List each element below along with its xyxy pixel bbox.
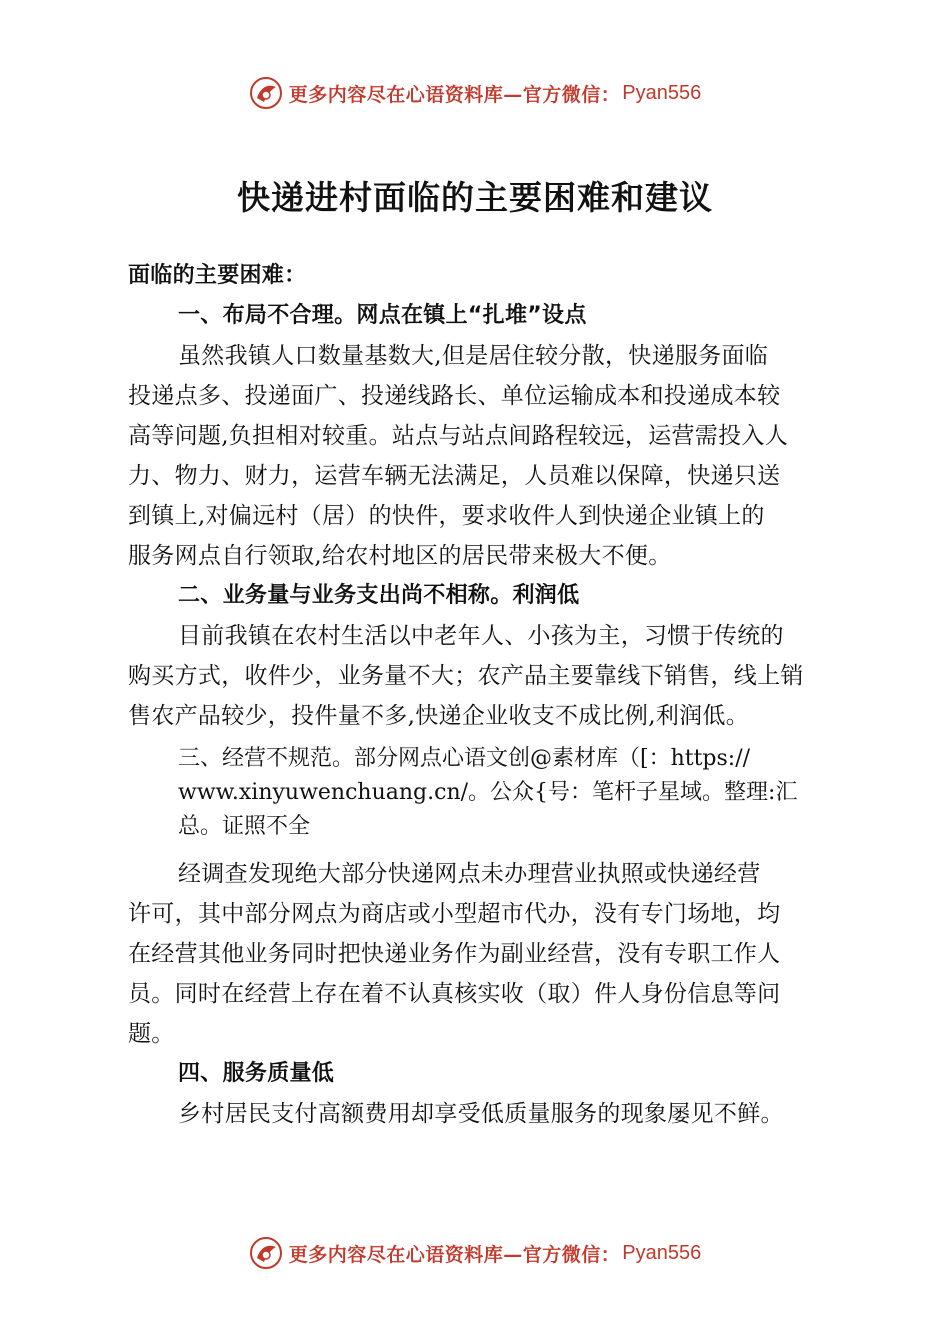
document-title: 快递进村面临的主要困难和建议 [237, 178, 713, 217]
section-label: 面临的主要困难： [128, 263, 307, 288]
paragraph-line: 员。同时在经营上存在着不认真核实收（取）件人身份信息等问 [128, 981, 781, 1007]
footer-watermark-banner [0, 1233, 950, 1273]
paragraph-2 [128, 616, 844, 736]
heading-3 [128, 742, 844, 844]
banner-text: 更多内容尽在心语资料库—官方微信： [288, 83, 621, 106]
heading-4: 四、服务质量低 [178, 1061, 335, 1086]
paragraph-line: 高等问题,负担相对较重。站点与站点间路程较远，运营需投入人 [128, 423, 789, 449]
paragraph-line: 购买方式，收件少，业务量不大；农产品主要靠线下销售，线上销 [128, 663, 804, 689]
heading-1: 一、布局不合理。网点在镇上“扎堆”设点 [178, 303, 587, 328]
paragraph-line: 经调查发现绝大部分快递网点未办理营业执照或快递经营 [178, 861, 761, 887]
paragraph-line: 到镇上,对偏远村（居）的快件，要求收件人到快递企业镇上的 [128, 503, 765, 529]
seal-logo-icon [249, 1236, 283, 1270]
heading-3-line: 三、经营不规范。部分网点心语文创@素材库（[：https:// [178, 746, 751, 771]
document-body [128, 256, 844, 1134]
paragraph-line: 服务网点自行领取,给农村地区的居民带来极大不便。 [128, 543, 672, 569]
heading-2: 二、业务量与业务支出尚不相称。利润低 [178, 583, 580, 608]
paragraph-line: 题。 [128, 1021, 175, 1047]
seal-logo-icon [249, 76, 283, 110]
paragraph-line: 投递点多、投递面广、投递线路长、单位运输成本和投递成本较 [128, 383, 781, 409]
paragraph-line: 在经营其他业务同时把快递业务作为副业经营，没有专职工作人 [128, 941, 781, 967]
paragraph-line: 力、物力、财力，运营车辆无法满足，人员难以保障，快递只送 [128, 463, 781, 489]
header-watermark-banner [0, 73, 950, 113]
paragraph-3 [128, 854, 844, 1054]
paragraph-line: 虽然我镇人口数量基数大,但是居住较分散，快递服务面临 [178, 343, 769, 369]
paragraph-line: 许可，其中部分网点为商店或小型超市代办，没有专门场地，均 [128, 901, 781, 927]
paragraph-4: 乡村居民支付高额费用却享受低质量服务的现象屡见不鲜。 [178, 1101, 784, 1127]
heading-3-line: www.xinyuwenchuang.cn/。公众{号：笔杆子星域。整理:汇 [178, 780, 798, 805]
heading-3-line: 总。证照不全 [178, 814, 311, 839]
paragraph-line: 目前我镇在农村生活以中老年人、小孩为主，习惯于传统的 [178, 623, 784, 649]
banner-wechat-id: Pyan556 [622, 81, 702, 104]
banner-text: 更多内容尽在心语资料库—官方微信： [288, 1243, 621, 1266]
paragraph-line: 售农产品较少，投件量不多,快递企业收支不成比例,利润低。 [128, 703, 750, 729]
banner-wechat-id: Pyan556 [622, 1241, 702, 1264]
paragraph-1 [128, 336, 844, 576]
